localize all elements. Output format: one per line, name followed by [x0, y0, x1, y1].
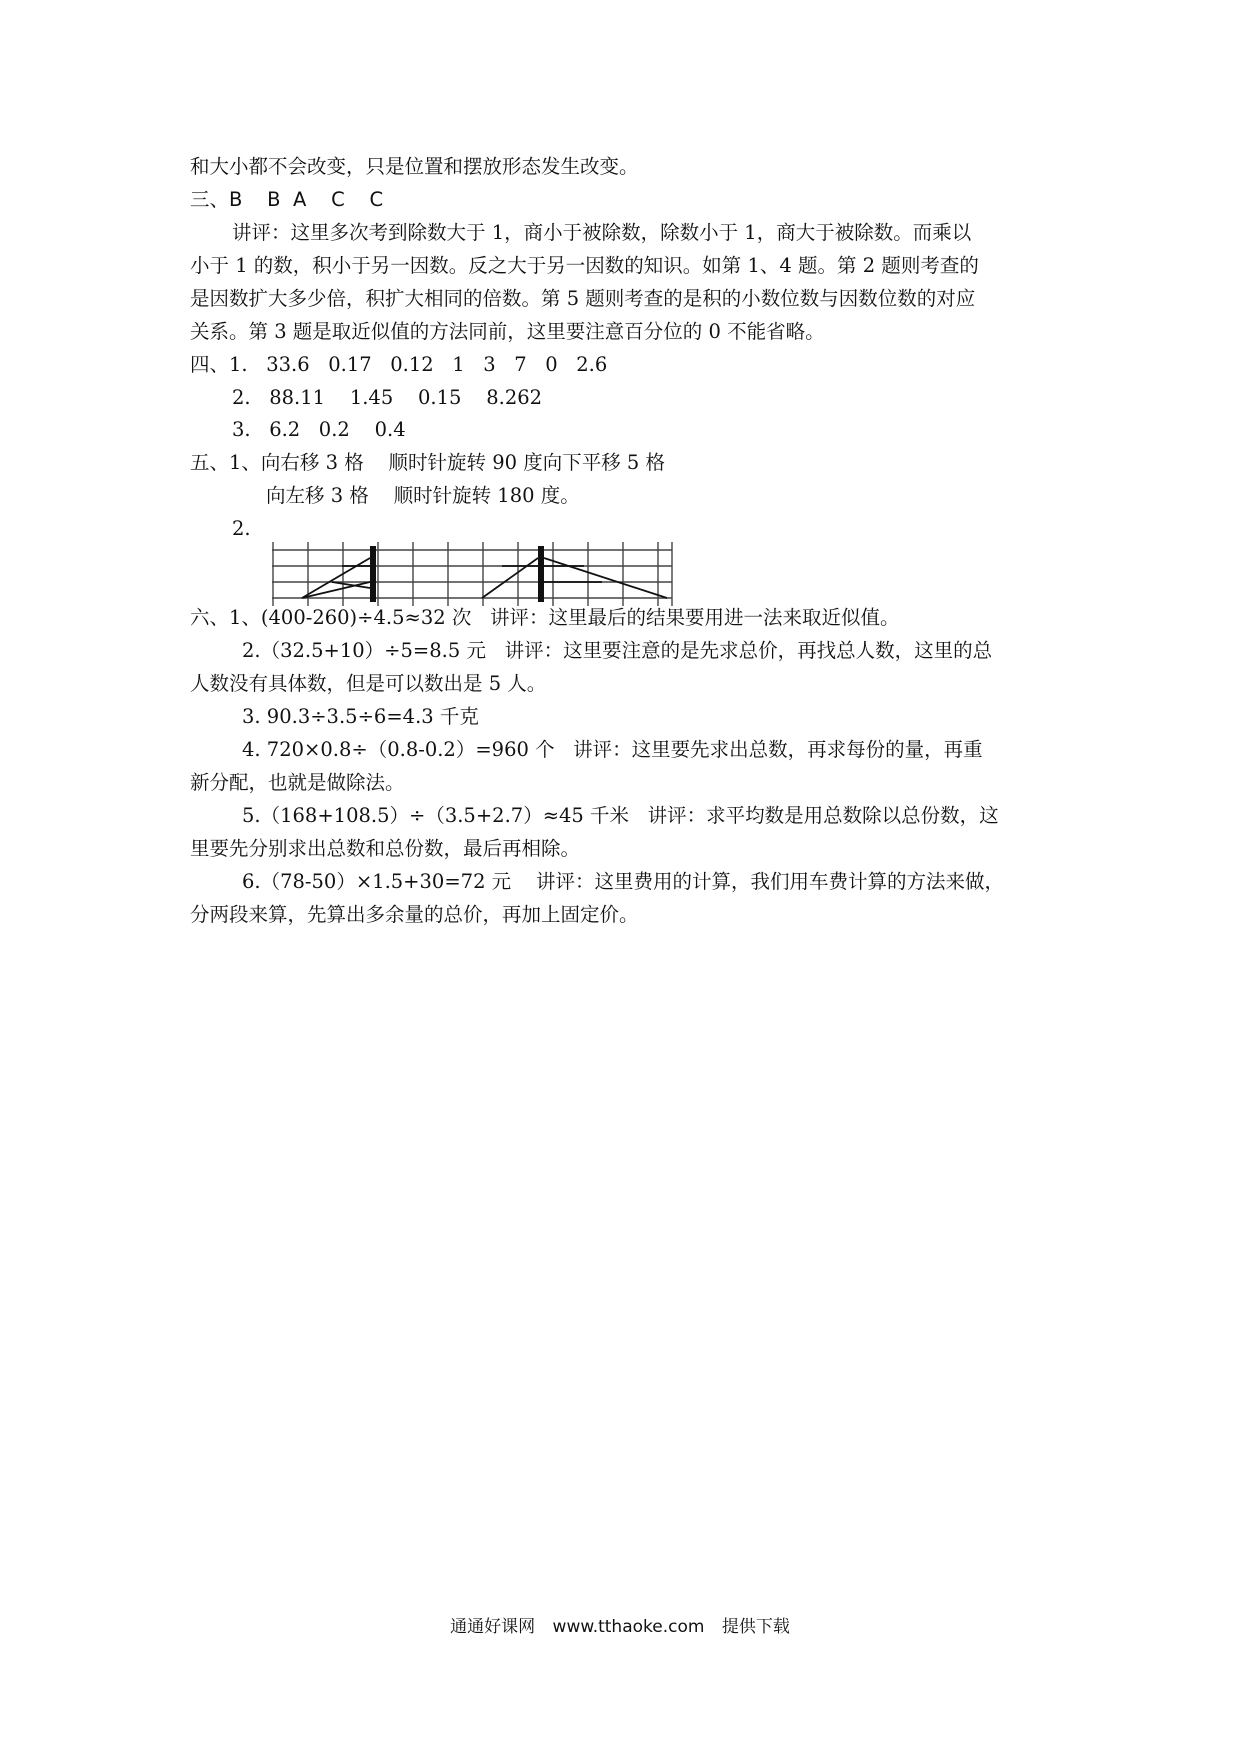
section-5-q1-line-2: 向左移 3 格 顺时针旋转 180 度。	[266, 484, 580, 507]
section-6-q3: 3. 90.3÷3.5÷6=4.3 千克	[242, 705, 479, 728]
section-4-q2: 2. 88.11 1.45 0.15 8.262	[232, 386, 543, 409]
section-6-q4-line-1: 4. 720×0.8÷（0.8-0.2）=960 个 讲评：这里要先求出总数，再求每份的量，再重	[242, 738, 983, 761]
section-4-q1: 四、1. 33.6 0.17 0.12 1 3 7 0 2.6	[190, 353, 608, 376]
section-3-comment-line-2: 小于 1 的数，积小于另一因数。反之大于另一因数的知识。如第 1、4 题。第 2 题则考查的	[190, 254, 979, 277]
section-3-comment-line-3: 是因数扩大多少倍，积扩大相同的倍数。第 5 题则考查的是积的小数位数与因数位数的对应	[190, 287, 976, 310]
section-6-q2-line-1: 2.（32.5+10）÷5=8.5 元 讲评：这里要注意的是先求总价，再找总人数，这里的总	[242, 639, 993, 662]
section-6-q6-line-1: 6.（78-50）×1.5+30=72 元 讲评：这里费用的计算，我们用车费计算的方法来做，	[242, 870, 1004, 893]
section-3-comment-line-4: 关系。第 3 题是取近似值的方法同前，这里要注意百分位的 0 不能省略。	[190, 320, 825, 343]
section-6-q4-line-2: 新分配，也就是做除法。	[190, 771, 405, 794]
section-6-q2-line-2: 人数没有具体数，但是可以数出是 5 人。	[190, 672, 547, 695]
page-footer	[0, 1612, 1240, 1637]
text-line-1: 和大小都不会改变，只是位置和摆放形态发生改变。	[190, 155, 639, 178]
section-5-q2-label: 2.	[232, 517, 251, 540]
original-shape	[302, 546, 376, 602]
section-6-q1: 六、1、(400-260)÷4.5≈32 次 讲评：这里最后的结果要用进一法来取近似值。	[190, 606, 900, 629]
rotated-shape	[482, 546, 667, 602]
section-6-q5-line-2: 里要先分别求出总数和总份数，最后再相除。	[190, 837, 581, 860]
footer-url[interactable]: www.tthaoke.com	[552, 1617, 705, 1637]
footer-site-name: 通通好课网	[450, 1617, 536, 1637]
section-6-q5-line-1: 5.（168+108.5）÷（3.5+2.7）≈45 千米 讲评：求平均数是用总数除以总份数，这	[242, 804, 999, 827]
grid-columns	[273, 542, 672, 606]
section-5-q1-line-1: 五、1、向右移 3 格 顺时针旋转 90 度向下平移 5 格	[190, 451, 666, 474]
section-3-answers: 三、B B A C C	[190, 188, 384, 211]
section-6-q6-line-2: 分两段来算，先算出多余量的总价，再加上固定价。	[190, 903, 639, 926]
section-3-comment-line-1: 讲评：这里多次考到除数大于 1，商小于被除数，除数小于 1，商大于被除数。而乘以	[232, 221, 972, 244]
footer-download-text: 提供下载	[721, 1617, 790, 1637]
section-4-q3: 3. 6.2 0.2 0.4	[232, 418, 406, 441]
grid-figure	[272, 542, 676, 606]
